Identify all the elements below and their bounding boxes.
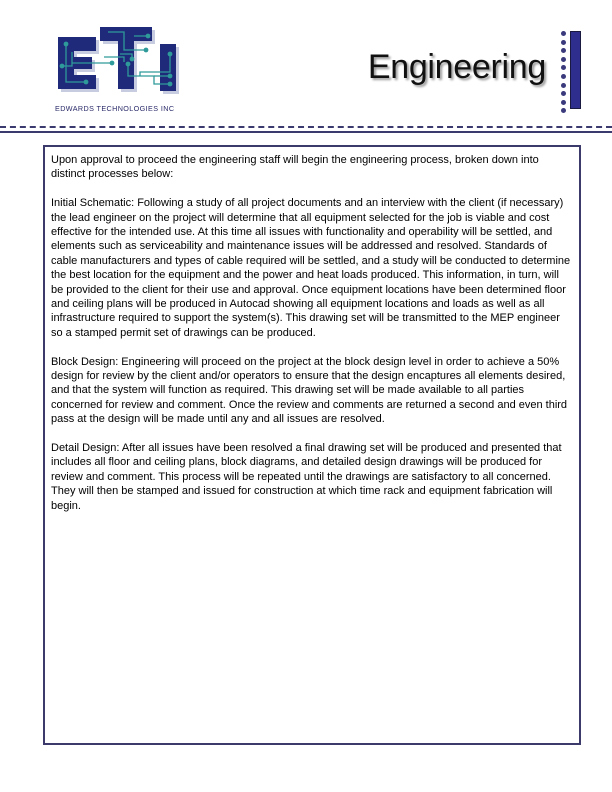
page-title: Engineering — [367, 48, 546, 86]
decoration-dot — [561, 65, 566, 70]
decoration-dot — [561, 48, 566, 53]
header-solid-rule — [0, 131, 612, 133]
decoration-dot — [561, 83, 566, 88]
accent-bar — [570, 31, 581, 109]
company-logo — [52, 24, 202, 120]
decoration-dot — [561, 108, 566, 113]
header-dashed-rule — [0, 126, 612, 128]
content-box — [43, 145, 581, 745]
decoration-dot — [561, 100, 566, 105]
decoration-dot — [561, 91, 566, 96]
dotted-decoration-icon — [561, 31, 567, 111]
block-design-paragraph: Block Design: Engineering will proceed on the project at the block design level in order to achieve a 50% design for review by the client and/or operators to ensure that the design encaptures all elements desired, and that the system will function as required. This drawing set will be made available to all parties concerned for review and comment. Once the review and comments are returned a second and even third pass at the design will be made until any and all issues are resolved. — [51, 355, 568, 426]
company-tagline: EDWARDS TECHNOLOGIES INC — [55, 104, 175, 113]
decoration-dot — [561, 57, 566, 62]
initial-schematic-paragraph: Initial Schematic: Following a study of all project documents and an interview with the client (if necessary) the lead engineer on the project will determine that all equipment selected for the job is viable and cost effective for the intended use. At this time all issues with functionality and operability will be settled, and elements such as serviceability and maintenance issues will be addressed and resolved. Standards of cable manufacturers and types of cable required will be settled, and a study will be conducted to determine the best location for the equipment and the power and heat loads produced. This information, in turn, will be provided to the client for their use and approval. Once equipment locations have been determined floor and ceiling plans will be produced in Autocad showing all equipment locations and loads as well as all infrastructure required to support the system(s). This drawing set will be transmitted to the MEP engineer so a stamped permit set of drawings can be produced. — [51, 197, 571, 339]
detail-design-paragraph: Detail Design: After all issues have been resolved a final drawing set will be produced and presented that includes all floor and ceiling plans, block diagrams, and detailed design drawings will be produced for review and comment. This process will be repeated until the drawings are satisfactory to all concerned. They will then be stamped and issued for construction at which time rack and equipment fabrication will begin. — [51, 442, 562, 512]
decoration-dot — [561, 74, 566, 79]
decoration-dot — [561, 40, 566, 45]
decoration-dot — [561, 31, 566, 36]
eti-circuit-logo-icon — [52, 24, 192, 104]
intro-paragraph: Upon approval to proceed the engineering staff will begin the engineering process, broken down into distinct processes below: — [51, 154, 539, 181]
